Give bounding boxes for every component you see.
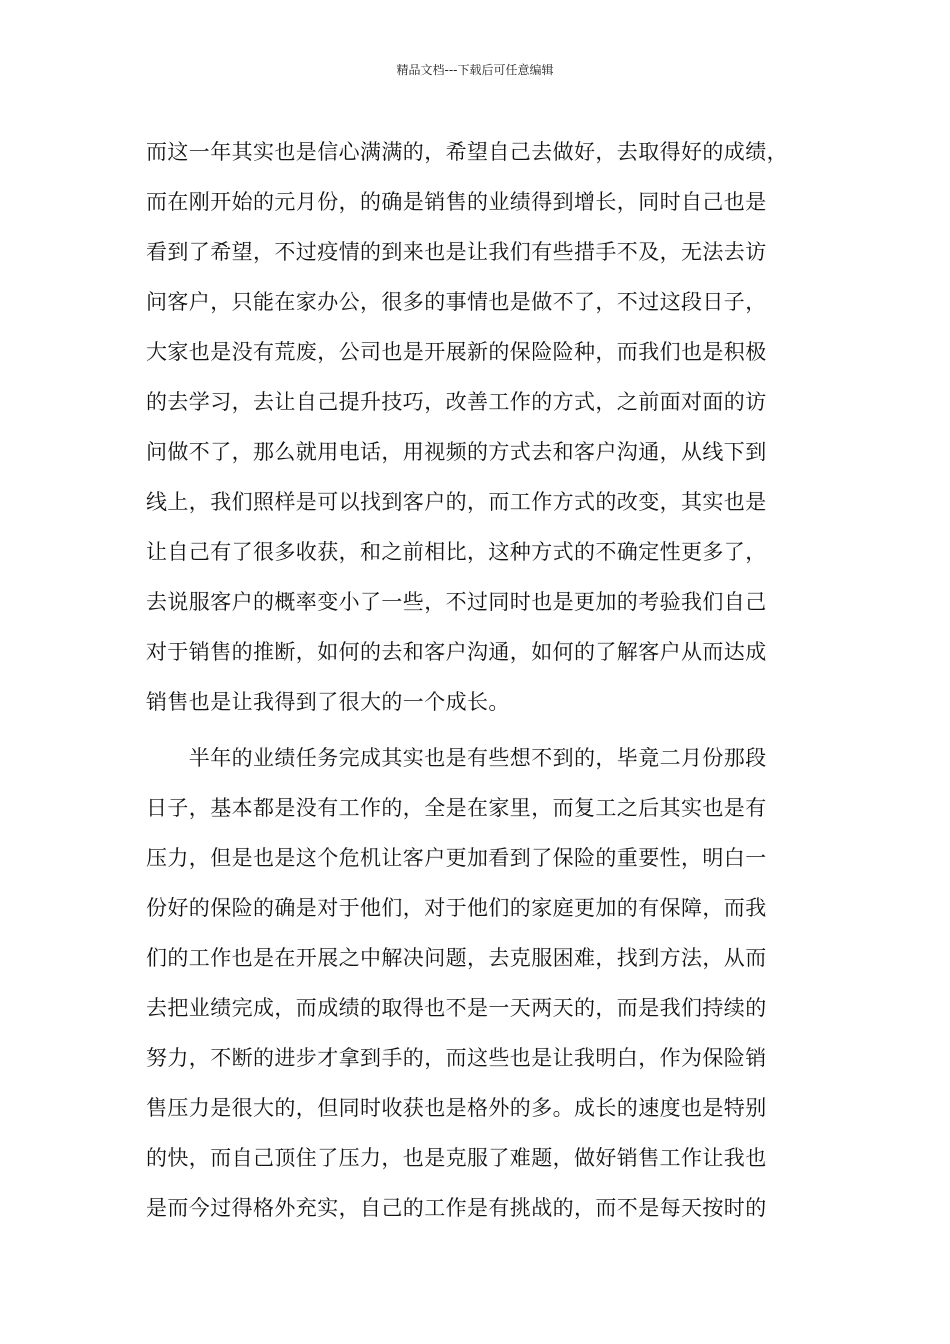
text-line: 而在刚开始的元月份，的确是销售的业绩得到增长，同时自己也是 xyxy=(146,190,767,214)
text-line: 压力，但是也是这个危机让客户更加看到了保险的重要性，明白一 xyxy=(146,846,767,870)
text-line: 努力，不断的进步才拿到手的，而这些也是让我明白，作为保险销 xyxy=(146,1046,767,1070)
text-line: 销售也是让我得到了很大的一个成长。 xyxy=(146,690,510,714)
document-body xyxy=(146,132,816,1238)
text-line: 线上，我们照样是可以找到客户的，而工作方式的改变，其实也是 xyxy=(146,490,767,514)
text-line: 份好的保险的确是对于他们，对于他们的家庭更加的有保障，而我 xyxy=(146,896,767,920)
paragraph-1 xyxy=(146,132,816,732)
text-line: 去把业绩完成，而成绩的取得也不是一天两天的，而是我们持续的 xyxy=(146,996,767,1020)
text-line: 而这一年其实也是信心满满的，希望自己去做好，去取得好的成绩， xyxy=(146,140,788,164)
text-line: 们的工作也是在开展之中解决问题，去克服困难，找到方法，从而 xyxy=(146,946,767,970)
text-line: 日子，基本都是没有工作的，全是在家里，而复工之后其实也是有 xyxy=(146,796,767,820)
text-line: 让自己有了很多收获，和之前相比，这种方式的不确定性更多了， xyxy=(146,540,767,564)
text-line: 的快，而自己顶住了压力，也是克服了难题，做好销售工作让我也 xyxy=(146,1146,767,1170)
text-line: 问做不了，那么就用电话，用视频的方式去和客户沟通，从线下到 xyxy=(146,440,767,464)
text-line: 大家也是没有荒废，公司也是开展新的保险险种，而我们也是积极 xyxy=(146,340,767,364)
text-line: 的去学习，去让自己提升技巧，改善工作的方式，之前面对面的访 xyxy=(146,390,767,414)
text-line: 去说服客户的概率变小了一些，不过同时也是更加的考验我们自己 xyxy=(146,590,767,614)
text-line: 售压力是很大的，但同时收获也是格外的多。成长的速度也是特别 xyxy=(146,1096,767,1120)
text-line: 是而今过得格外充实，自己的工作是有挑战的，而不是每天按时的 xyxy=(146,1196,767,1220)
text-line: 半年的业绩任务完成其实也是有些想不到的，毕竟二月份那段 xyxy=(146,746,767,770)
document-header: 精品文档---下载后可任意编辑 xyxy=(396,63,554,77)
text-line: 问客户，只能在家办公，很多的事情也是做不了，不过这段日子， xyxy=(146,290,767,314)
text-line: 看到了希望，不过疫情的到来也是让我们有些措手不及，无法去访 xyxy=(146,240,767,264)
paragraph-2 xyxy=(146,738,816,1238)
text-line: 对于销售的推断，如何的去和客户沟通，如何的了解客户从而达成 xyxy=(146,640,767,664)
